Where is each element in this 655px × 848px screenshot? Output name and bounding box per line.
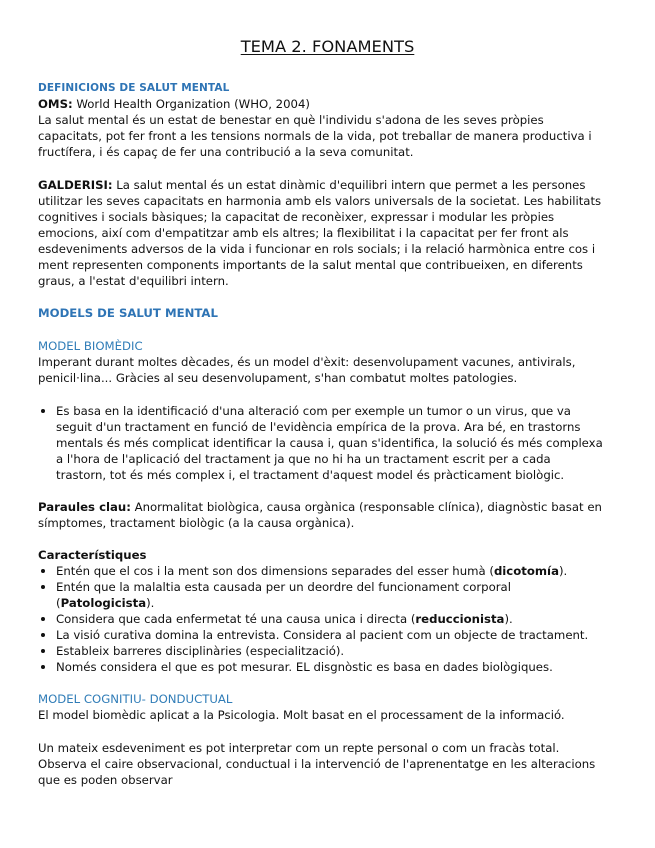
galderisi-definition bbox=[38, 177, 646, 289]
feature-text-end: ). bbox=[504, 612, 513, 626]
biomedic-intro bbox=[38, 354, 646, 386]
bullet-icon bbox=[41, 409, 45, 413]
feature-text: Entén que la malaltia esta causada per un deordre del funcionament corporal ( bbox=[56, 580, 511, 610]
document-body bbox=[38, 0, 646, 788]
oms-definition-text: La salut mental és un estat de benestar en què l'individu s'adona de les seves pròpies capacitats, pot fer front a les tensions normals de la vida, pot treballar de manera productiva i fructífera, i és capaç de fer una contribució a la seva comunitat. bbox=[38, 113, 592, 159]
feature-text: Només considera el que es pot mesurar. EL disgnòstic es basa en dades biològiques. bbox=[56, 660, 553, 674]
list-item bbox=[56, 659, 646, 675]
feature-text-end: ). bbox=[558, 564, 568, 578]
keywords-text: Anormalitat biològica, causa orgànica (responsable clínica), diagnòstic basat en símptomes, tractament biològic (a la causa orgànica). bbox=[38, 500, 602, 530]
subheading-cognitive-model: MODEL COGNITIU- DONDUCTUAL bbox=[38, 692, 233, 706]
bullet-icon bbox=[41, 665, 45, 669]
galderisi-label: GALDERISI: bbox=[38, 178, 113, 192]
cognitive-paragraph-1 bbox=[38, 707, 646, 723]
list-item bbox=[56, 403, 646, 483]
bullet-icon bbox=[41, 617, 45, 621]
subheading-biomedic-model: MODEL BIOMÈDIC bbox=[38, 339, 143, 353]
biomedic-intro-text: Imperant durant moltes dècades, és un model d'èxit: desenvolupament vacunes, antivirals, penicil·lina... Gràcies al seu desenvolupament, s'han combatut moltes patologies. bbox=[38, 355, 576, 385]
bullet-icon bbox=[41, 569, 45, 573]
feature-keyword: reduccionista bbox=[415, 612, 505, 626]
list-item bbox=[56, 643, 646, 659]
list-item bbox=[56, 579, 646, 611]
list-item bbox=[56, 627, 646, 643]
oms-source-line bbox=[38, 96, 646, 112]
features-list bbox=[38, 563, 646, 675]
biomedic-bullet-list bbox=[38, 403, 646, 483]
oms-source: World Health Organization (WHO, 2004) bbox=[76, 97, 310, 111]
page-title: TEMA 2. FONAMENTS bbox=[240, 37, 415, 56]
bullet-icon bbox=[41, 585, 45, 589]
feature-text: Estableix barreres disciplinàries (especialització). bbox=[56, 644, 345, 658]
galderisi-definition-text: La salut mental és un estat dinàmic d'equilibri intern que permet a les persones utilitzar les seves capacitats en harmonia amb els valors universals de la societat. Les habilitats cognitives i socials bàsiques; la capacitat de reconèixer, expressar i modular les pròpies emocions, així com d'empatitzar amb els altres; la flexibilitat i la capacitat per fer front als esdeveniments adversos de la vida i funcionar en rols socials; i la relació harmònica entre cos i ment representen components importants de la salut mental que contribueixen, en diferents graus, a l'estat d'equilibri intern. bbox=[38, 178, 602, 288]
feature-keyword: Patologicista bbox=[60, 596, 147, 610]
biomedic-bullet-text: Es basa en la identificació d'una alteració com per exemple un tumor o un virus, que va seguit d'un tractament en funció de l'evidència empírica de la prova. Ara bé, en trastorns mentals és més complicat identificar la causa i, quan s'identifica, la solució és més complexa a l'hora de l'aplicació del tractament ja que no hi ha un tractament escrit per a cada trastorn, tot és més complex i, el tractament d'aquest model és pràcticament biològic. bbox=[56, 404, 603, 482]
cognitive-paragraph-2 bbox=[38, 740, 646, 788]
cognitive-text-2: Un mateix esdeveniment es pot interpretar com un repte personal o com un fracàs total. Observa el caire observacional, conductual i la intervenció de l'aprenentatge en les alteracions que es poden observar bbox=[38, 741, 596, 787]
feature-text: Considera que cada enfermetat té una causa unica i directa ( bbox=[56, 612, 416, 626]
cognitive-text-1: El model biomèdic aplicat a la Psicologia. Molt basat en el processament de la informació. bbox=[38, 708, 565, 722]
section-heading-definitions: DEFINICIONS DE SALUT MENTAL bbox=[38, 82, 230, 94]
bullet-icon bbox=[41, 633, 45, 637]
oms-label: OMS: bbox=[38, 97, 73, 111]
section-heading-models: MODELS DE SALUT MENTAL bbox=[38, 306, 218, 320]
bullet-icon bbox=[41, 649, 45, 653]
list-item bbox=[56, 563, 646, 579]
features-heading: Característiques bbox=[38, 548, 147, 562]
feature-keyword: dicotomía bbox=[493, 564, 559, 578]
list-item bbox=[56, 611, 646, 627]
keywords-paragraph bbox=[38, 499, 646, 531]
feature-text: Entén que el cos i la ment son dos dimensions separades del esser humà ( bbox=[56, 564, 494, 578]
feature-text-end: ). bbox=[146, 596, 155, 610]
feature-text: La visió curativa domina la entrevista. Considera al pacient com un objecte de tractament. bbox=[56, 628, 589, 642]
oms-definition bbox=[38, 112, 646, 160]
keywords-label: Paraules clau: bbox=[38, 500, 131, 514]
